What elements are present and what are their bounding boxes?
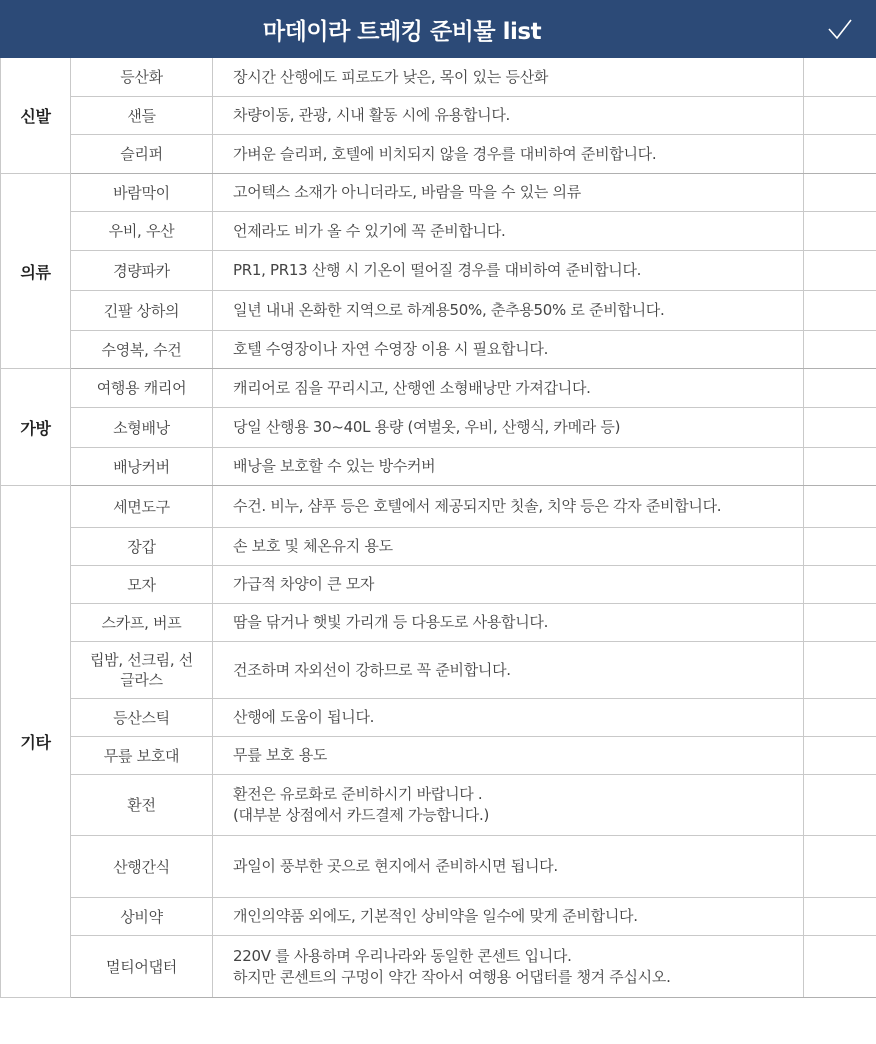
- check-cell[interactable]: [804, 291, 876, 331]
- description-line: 고어텍스 소재가 아니더라도, 바람을 막을 수 있는 의류: [233, 183, 581, 201]
- category-cell: 기타: [1, 486, 71, 998]
- item-name-cell: 무릎 보호대: [71, 737, 213, 775]
- item-name-cell: 세면도구: [71, 486, 213, 528]
- table-row: [1, 251, 876, 291]
- item-description-cell: [213, 212, 804, 251]
- check-cell[interactable]: [804, 251, 876, 291]
- description-line: 당일 산행용 30~40L 용량 (여벌옷, 우비, 산행식, 카메라 등): [233, 418, 621, 436]
- checklist-body: [1, 58, 876, 998]
- table-row: [1, 486, 876, 528]
- item-name-cell: 등산화: [71, 58, 213, 97]
- check-cell[interactable]: [804, 836, 876, 898]
- table-row: [1, 448, 876, 486]
- check-cell[interactable]: [804, 369, 876, 408]
- check-cell[interactable]: [804, 642, 876, 699]
- table-row: [1, 604, 876, 642]
- table-row: [1, 331, 876, 369]
- table-row: [1, 775, 876, 836]
- item-description-cell: [213, 331, 804, 369]
- check-cell[interactable]: [804, 528, 876, 566]
- item-name-cell: 환전: [71, 775, 213, 836]
- table-row: [1, 528, 876, 566]
- table-row: [1, 737, 876, 775]
- description-line: 과일이 풍부한 곳으로 현지에서 준비하시면 됩니다.: [233, 857, 558, 875]
- table-row: [1, 699, 876, 737]
- item-name-cell: 수영복, 수건: [71, 331, 213, 369]
- item-description-cell: [213, 251, 804, 291]
- table-row: [1, 836, 876, 898]
- check-cell[interactable]: [804, 486, 876, 528]
- check-cell[interactable]: [804, 699, 876, 737]
- check-cell[interactable]: [804, 604, 876, 642]
- check-cell[interactable]: [804, 135, 876, 174]
- description-line: 220V 를 사용하며 우리나라와 동일한 콘센트 입니다.: [233, 946, 572, 965]
- item-description-cell: [213, 642, 804, 699]
- item-description-cell: [213, 528, 804, 566]
- item-description-cell: [213, 174, 804, 212]
- item-description-cell: [213, 97, 804, 135]
- item-description-cell: [213, 448, 804, 486]
- item-description-cell: [213, 699, 804, 737]
- item-description-cell: [213, 737, 804, 775]
- table-row: [1, 212, 876, 251]
- item-description-cell: [213, 566, 804, 604]
- description-line: 배낭을 보호할 수 있는 방수커버: [233, 457, 436, 475]
- description-line: 가벼운 슬리퍼, 호텔에 비치되지 않을 경우를 대비하여 준비합니다.: [233, 144, 657, 163]
- item-name-cell: 장갑: [71, 528, 213, 566]
- item-name-cell: 긴팔 상하의: [71, 291, 213, 331]
- item-name-cell: 여행용 캐리어: [71, 369, 213, 408]
- table-row: [1, 135, 876, 174]
- item-name-cell: 슬리퍼: [71, 135, 213, 174]
- item-name-cell: 배낭커버: [71, 448, 213, 486]
- item-description-cell: [213, 836, 804, 898]
- description-line: 하지만 콘센트의 구멍이 약간 작아서 여행용 어댑터를 챙겨 주십시오.: [233, 967, 671, 986]
- item-name-cell: 소형배낭: [71, 408, 213, 448]
- check-cell[interactable]: [804, 212, 876, 251]
- item-name-cell: 멀티어댑터: [71, 936, 213, 998]
- check-cell[interactable]: [804, 408, 876, 448]
- item-name-cell: 샌들: [71, 97, 213, 135]
- table-row: [1, 97, 876, 135]
- table-row: [1, 936, 876, 998]
- item-name-cell: 모자: [71, 566, 213, 604]
- description-line: 무릎 보호 용도: [233, 746, 328, 764]
- item-name-cell: 상비약: [71, 898, 213, 936]
- item-description-cell: [213, 291, 804, 331]
- item-description-cell: [213, 775, 804, 836]
- item-description-cell: [213, 135, 804, 174]
- check-column-header: [804, 1, 876, 58]
- item-description-cell: [213, 898, 804, 936]
- check-cell[interactable]: [804, 775, 876, 836]
- check-cell[interactable]: [804, 936, 876, 998]
- description-line: 수건. 비누, 샴푸 등은 호텔에서 제공되지만 칫솔, 치약 등은 각자 준비합니다.: [233, 497, 722, 515]
- description-line: 캐리어로 짐을 꾸리시고, 산행엔 소형배낭만 가져갑니다.: [233, 378, 591, 397]
- check-cell[interactable]: [804, 97, 876, 135]
- description-line: 산행에 도움이 됩니다.: [233, 708, 375, 726]
- table-row: [1, 291, 876, 331]
- table-row: [1, 642, 876, 699]
- description-line: 장시간 산행에도 피로도가 낮은, 목이 있는 등산화: [233, 67, 549, 86]
- check-cell[interactable]: [804, 898, 876, 936]
- category-cell: 의류: [1, 174, 71, 369]
- table-row: [1, 408, 876, 448]
- description-line: 땀을 닦거나 햇빛 가리개 등 다용도로 사용합니다.: [233, 613, 549, 631]
- item-description-cell: [213, 369, 804, 408]
- description-line: (대부분 상점에서 카드결제 가능합니다.): [233, 806, 490, 824]
- description-line: PR1, PR13 산행 시 기온이 떨어질 경우를 대비하여 준비합니다.: [233, 261, 642, 279]
- item-description-cell: [213, 486, 804, 528]
- item-description-cell: [213, 604, 804, 642]
- description-line: 건조하며 자외선이 강하므로 꼭 준비합니다.: [233, 660, 511, 679]
- check-cell[interactable]: [804, 737, 876, 775]
- item-description-cell: [213, 936, 804, 998]
- header-row: [1, 1, 876, 58]
- item-name-cell: 우비, 우산: [71, 212, 213, 251]
- check-cell[interactable]: [804, 331, 876, 369]
- description-line: 가급적 차양이 큰 모자: [233, 575, 375, 593]
- checkmark-icon: [826, 15, 854, 43]
- item-name-cell: 립밤, 선크림, 선글라스: [71, 642, 213, 699]
- description-line: 손 보호 및 체온유지 용도: [233, 537, 393, 555]
- category-cell: 가방: [1, 369, 71, 486]
- item-name-cell: 산행간식: [71, 836, 213, 898]
- check-cell[interactable]: [804, 58, 876, 97]
- description-line: 환전은 유로화로 준비하시기 바랍니다 .: [233, 785, 483, 803]
- item-name-cell: 스카프, 버프: [71, 604, 213, 642]
- category-cell: 신발: [1, 58, 71, 174]
- item-name-cell: 바람막이: [71, 174, 213, 212]
- table-row: [1, 566, 876, 604]
- table-row: [1, 369, 876, 408]
- description-line: 차량이동, 관광, 시내 활동 시에 유용합니다.: [233, 106, 510, 124]
- item-description-cell: [213, 58, 804, 97]
- description-line: 일년 내내 온화한 지역으로 하계용50%, 춘추용50% 로 준비합니다.: [233, 301, 665, 319]
- item-name-cell: 경량파카: [71, 251, 213, 291]
- table-row: [1, 58, 876, 97]
- description-line: 개인의약품 외에도, 기본적인 상비약을 일수에 맞게 준비합니다.: [233, 907, 638, 925]
- table-row: [1, 174, 876, 212]
- description-line: 호텔 수영장이나 자연 수영장 이용 시 필요합니다.: [233, 340, 549, 358]
- check-cell[interactable]: [804, 448, 876, 486]
- check-cell[interactable]: [804, 174, 876, 212]
- item-description-cell: [213, 408, 804, 448]
- page-title: 마데이라 트레킹 준비물 list: [1, 1, 804, 58]
- check-cell[interactable]: [804, 566, 876, 604]
- table-row: [1, 898, 876, 936]
- item-name-cell: 등산스틱: [71, 699, 213, 737]
- description-line: 언제라도 비가 올 수 있기에 꼭 준비합니다.: [233, 221, 506, 240]
